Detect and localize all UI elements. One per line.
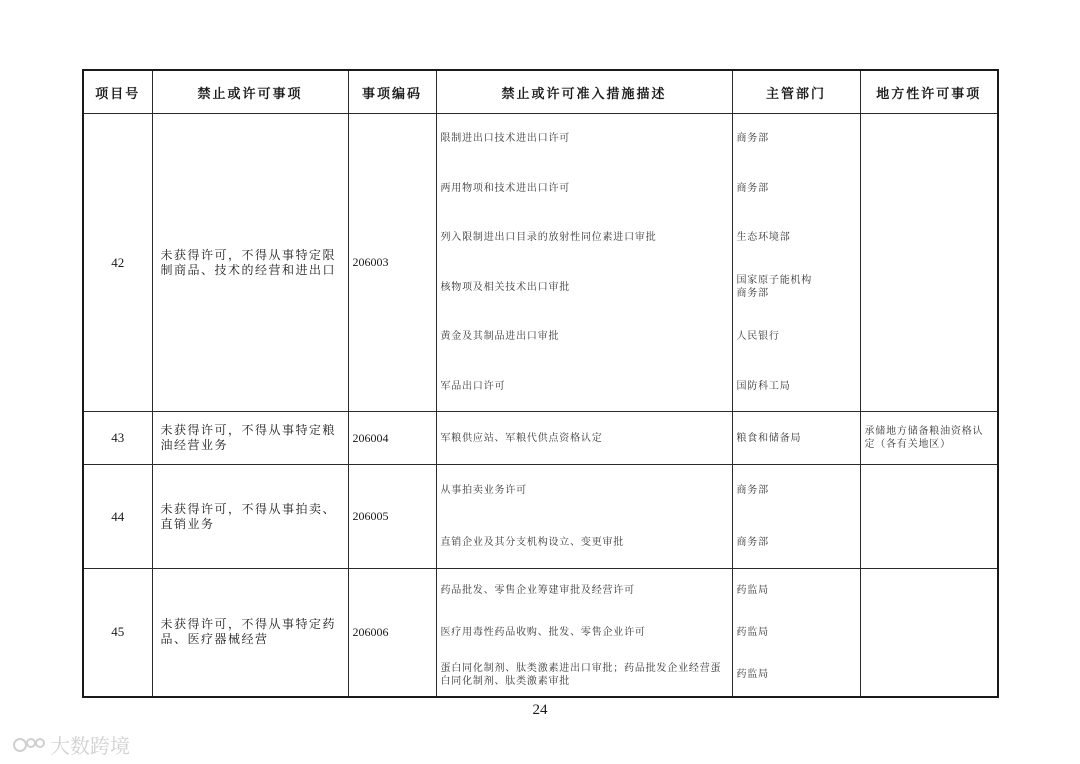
watermark-text: 大数跨境	[50, 734, 130, 758]
measure-item: 从事拍卖业务许可	[440, 485, 527, 497]
dept-item: 商务部	[736, 485, 769, 497]
table-row	[83, 114, 998, 412]
row-measures	[436, 465, 732, 569]
header-code: 事项编码	[348, 70, 436, 114]
measure-item: 医疗用毒性药品收购、批发、零售企业许可	[440, 626, 646, 638]
row-local	[860, 114, 998, 412]
dept-item: 人民银行	[736, 331, 780, 343]
row-code: 206004	[348, 412, 436, 465]
measure-item: 军品出口许可	[440, 380, 506, 392]
row-depts	[732, 114, 860, 412]
header-item: 禁止或许可事项	[152, 70, 348, 114]
dept-item: 商务部	[736, 133, 769, 145]
dept-item: 商务部	[736, 182, 769, 194]
dept-item: 国防科工局	[736, 380, 791, 392]
measure-item: 黄金及其制品进出口审批	[440, 331, 560, 343]
table-row	[83, 465, 998, 569]
row-number: 43	[83, 412, 152, 465]
header-dept: 主管部门	[732, 70, 860, 114]
row-item: 未获得许可，不得从事特定药品、医疗器械经营	[152, 569, 348, 697]
table-row	[83, 569, 998, 697]
row-code: 206005	[348, 465, 436, 569]
watermark-logo-icon	[12, 735, 46, 755]
header-measures: 禁止或许可准入措施描述	[436, 70, 732, 114]
measure-item: 列入限制进出口目录的放射性同位素进口审批	[440, 232, 657, 244]
row-measures	[436, 114, 732, 412]
watermark	[12, 730, 130, 759]
row-number: 44	[83, 465, 152, 569]
row-local	[860, 569, 998, 697]
dept-item: 国家原子能机构 商务部	[736, 275, 813, 300]
dept-item: 商务部	[736, 536, 769, 548]
dept-item: 粮食和储备局	[736, 432, 802, 444]
row-item: 未获得许可，不得从事拍卖、直销业务	[152, 465, 348, 569]
row-local: 承储地方储备粮油资格认定（各有关地区）	[860, 412, 998, 465]
measure-item: 限制进出口技术进出口许可	[440, 133, 571, 145]
measure-item: 军粮供应站、军粮代供点资格认定	[440, 432, 603, 444]
row-number: 42	[83, 114, 152, 412]
dept-item: 药监局	[736, 584, 769, 596]
row-depts	[732, 465, 860, 569]
row-measures	[436, 412, 732, 465]
row-local	[860, 465, 998, 569]
header-item-no: 项目号	[83, 70, 152, 114]
row-depts	[732, 412, 860, 465]
permit-table	[82, 69, 999, 698]
table-row	[83, 412, 998, 465]
dept-item: 药监局	[736, 669, 769, 681]
dept-item: 生态环境部	[736, 232, 791, 244]
page-number: 24	[532, 702, 548, 718]
row-code: 206006	[348, 569, 436, 697]
dept-item: 药监局	[736, 626, 769, 638]
row-depts	[732, 569, 860, 697]
header-row	[83, 70, 998, 114]
row-number: 45	[83, 569, 152, 697]
row-code: 206003	[348, 114, 436, 412]
row-item: 未获得许可，不得从事特定限制商品、技术的经营和进出口	[152, 114, 348, 412]
measure-item: 药品批发、零售企业筹建审批及经营许可	[440, 584, 635, 596]
row-measures	[436, 569, 732, 697]
measure-item: 核物项及相关技术出口审批	[440, 281, 571, 293]
measure-item: 蛋白同化制剂、肽类激素进出口审批；药品批发企业经营蛋白同化制剂、肽类激素审批	[440, 662, 722, 687]
row-item: 未获得许可，不得从事特定粮油经营业务	[152, 412, 348, 465]
measure-item: 直销企业及其分支机构设立、变更审批	[440, 536, 625, 548]
header-local: 地方性许可事项	[860, 70, 998, 114]
measure-item: 两用物项和技术进出口许可	[440, 182, 571, 194]
